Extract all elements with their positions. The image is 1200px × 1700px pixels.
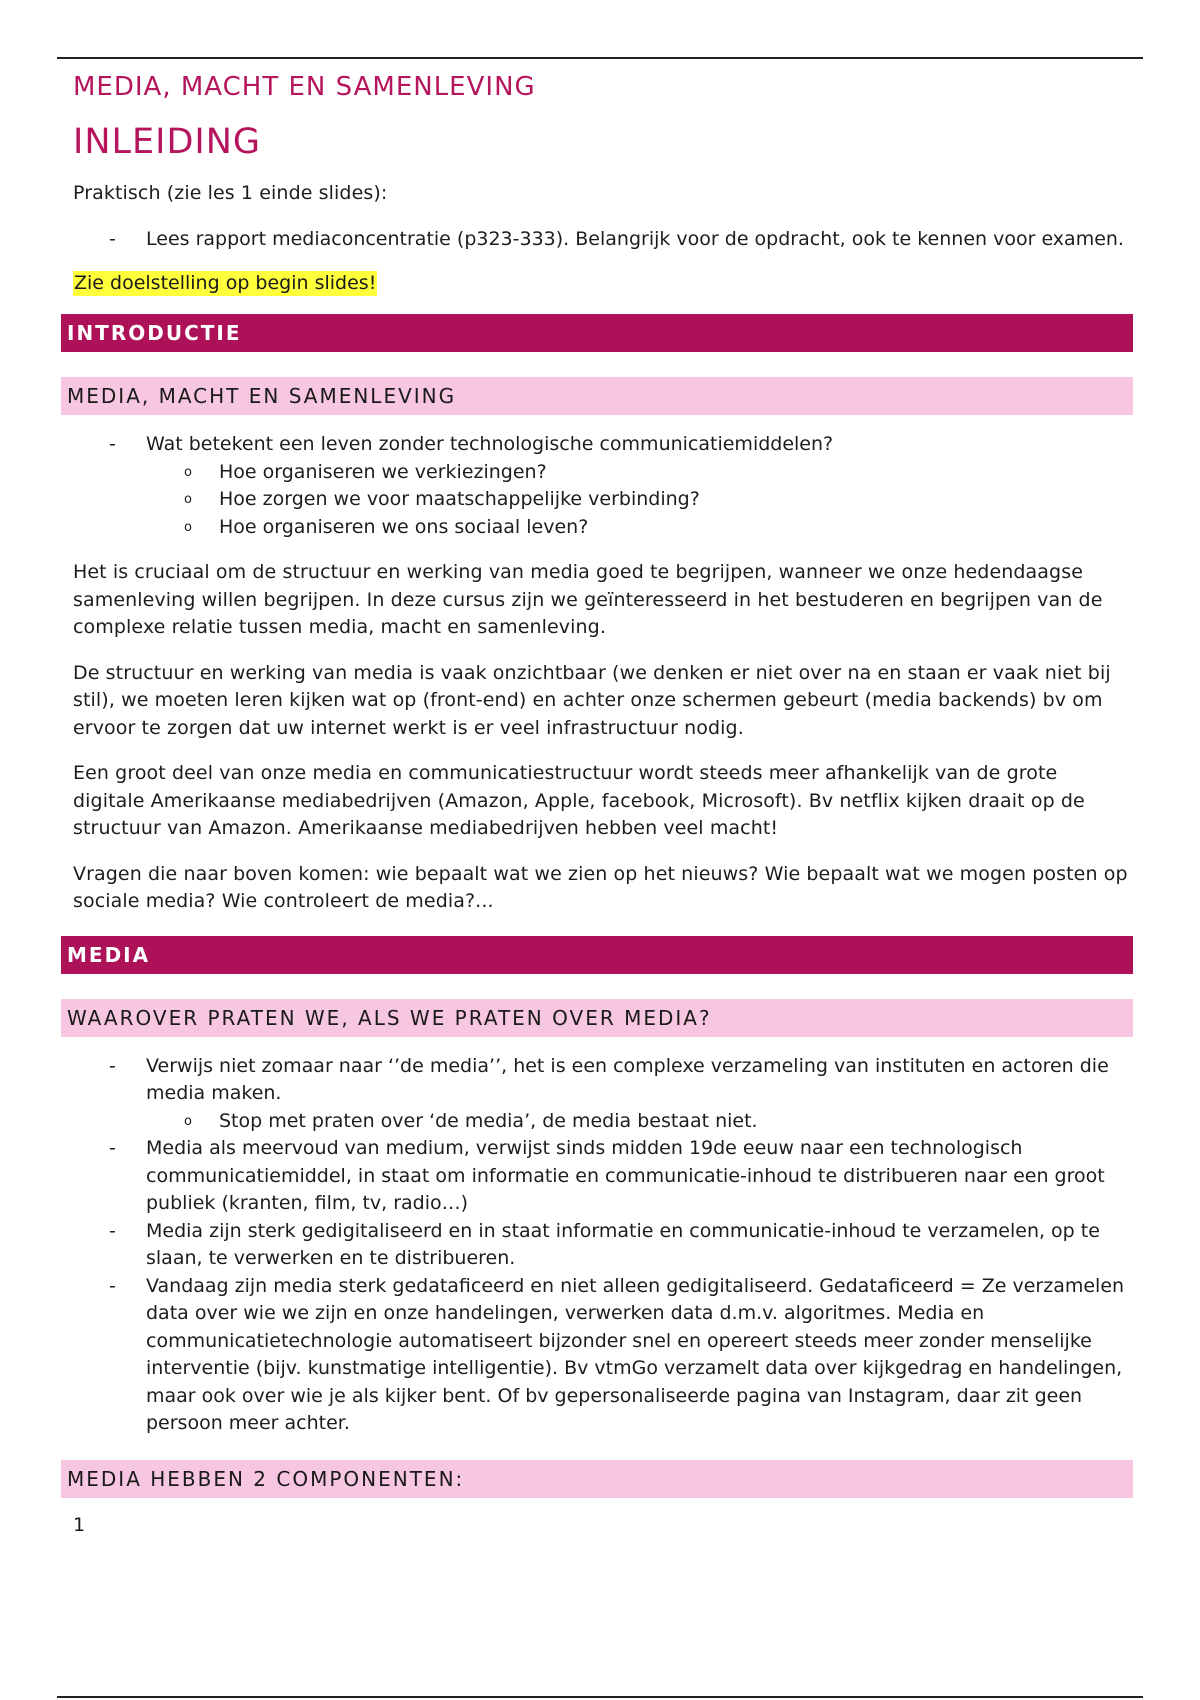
list-item (67, 1053, 1133, 1136)
dash-bullet: - (109, 227, 116, 250)
list-item-text: Verwijs niet zomaar naar ‘’de media’’, het is een complexe verzameling van instituten en actoren die media maken. (146, 1054, 1109, 1104)
sub-list-item-text: Stop met praten over ‘de media’, de media bestaat niet. (219, 1109, 758, 1132)
list-item (67, 1273, 1133, 1438)
list-item (67, 1135, 1133, 1218)
heading-inleiding: INLEIDING (73, 122, 262, 162)
dash-bullet: - (109, 433, 116, 455)
question-list (67, 431, 1133, 541)
document-title: MEDIA, MACHT EN SAMENLEVING (73, 72, 536, 102)
dash-bullet: - (109, 1274, 116, 1297)
list-item-text: Lees rapport mediaconcentratie (p323-333). Belangrijk voor de opdracht, ook te kennen voor examen. (146, 227, 1124, 250)
sub-list-item (146, 1108, 1133, 1136)
subsection-heading-media-macht: MEDIA, MACHT EN SAMENLEVING (61, 377, 1133, 415)
dash-bullet: - (109, 1054, 116, 1077)
section-heading-media: MEDIA (61, 936, 1133, 974)
highlighted-note (67, 270, 1133, 297)
list-item (67, 226, 1133, 254)
sub-list-item (146, 514, 1133, 542)
circle-bullet: o (184, 1113, 192, 1129)
sub-list-item-text: Hoe zorgen we voor maatschappelijke verbinding? (219, 488, 700, 510)
list-item-text: Media zijn sterk gedigitaliseerd en in staat informatie en communicatie-inhoud te verzamelen, op te slaan, te verwerken en te distribueren. (146, 1219, 1100, 1269)
paragraph: De structuur en werking van media is vaak onzichtbaar (we denken er niet over na en staan er vaak niet bij stil), we moeten leren kijken wat op (front-end) en achter onze schermen gebeurt (media backends) bv om ervoor te zorgen dat uw internet werkt is er veel infrastructuur nodig. (73, 661, 1111, 739)
sub-list-item-text: Hoe organiseren we verkiezingen? (219, 460, 547, 483)
circle-bullet: o (184, 519, 192, 535)
list-item-text: Vandaag zijn media sterk gedataficeerd en niet alleen gedigitaliseerd. Gedataficeerd = Ze verzamelen data over wie we zijn en onze handelingen, verwerken data d.m.v. algoritmes. Media en communicatietechnologie automatiseert bijzonder snel en opereert steeds meer zonder menselijke interventie (bijv. kunstmatige intelligentie). Bv vtmGo verzamelt data over kijkgedrag en handelingen, maar ook over wie je als kijker bent. Of bv gepersonaliseerde pagina van Instagram, daar zit geen persoon meer achter. (146, 1274, 1125, 1434)
sub-list-item (146, 459, 1133, 487)
document-page (67, 66, 1133, 1539)
paragraph: Een groot deel van onze media en communicatiestructuur wordt steeds meer afhankelijk van de grote digitale Amerikaanse mediabedrijven (Amazon, Apple, facebook, Microsoft). Bv netflix kijken draait op de structuur van Amazon. Amerikaanse mediabedrijven hebben veel macht! (73, 762, 1085, 839)
paragraph: Vragen die naar boven komen: wie bepaalt wat we zien op het nieuws? Wie bepaalt wat we mogen posten op sociale media? Wie controleert de media?... (73, 862, 1128, 912)
list-item (67, 1218, 1133, 1273)
sub-list (146, 1108, 1133, 1136)
list-item-text: Wat betekent een leven zonder technologische communicatiemiddelen? (146, 433, 834, 455)
practical-list (67, 226, 1133, 254)
media-list (67, 1053, 1133, 1438)
highlight-text: Zie doelstelling op begin slides! (74, 272, 377, 294)
circle-bullet: o (184, 492, 192, 507)
top-rule (57, 57, 1143, 59)
page-number: 1 (73, 1513, 86, 1536)
subsection-heading-waarover: WAAROVER PRATEN WE, ALS WE PRATEN OVER MEDIA? (61, 999, 1133, 1037)
section-heading-introductie: INTRODUCTIE (61, 314, 1133, 352)
circle-bullet: o (184, 464, 192, 480)
sub-question-list (146, 459, 1133, 542)
bottom-rule (57, 1696, 1143, 1698)
practical-label: Praktisch (zie les 1 einde slides): (73, 182, 388, 204)
subsection-heading-componenten: MEDIA HEBBEN 2 COMPONENTEN: (61, 1460, 1133, 1498)
list-item-text: Media als meervoud van medium, verwijst sinds midden 19de eeuw naar een technologisch communicatiemiddel, in staat om informatie en communicatie-inhoud te distribueren naar een groot publiek (kranten, film, tv, radio…) (146, 1137, 1105, 1214)
paragraph: Het is cruciaal om de structuur en werking van media goed te begrijpen, wanneer we onze hedendaagse samenleving willen begrijpen. In deze cursus zijn we geïnteresseerd in het bestuderen en begrijpen van de complexe relatie tussen media, macht en samenleving. (73, 561, 1103, 638)
sub-list-item-text: Hoe organiseren we ons sociaal leven? (219, 515, 589, 538)
list-item (67, 431, 1133, 541)
dash-bullet: - (109, 1137, 116, 1159)
dash-bullet: - (109, 1219, 116, 1242)
sub-list-item (146, 486, 1133, 514)
